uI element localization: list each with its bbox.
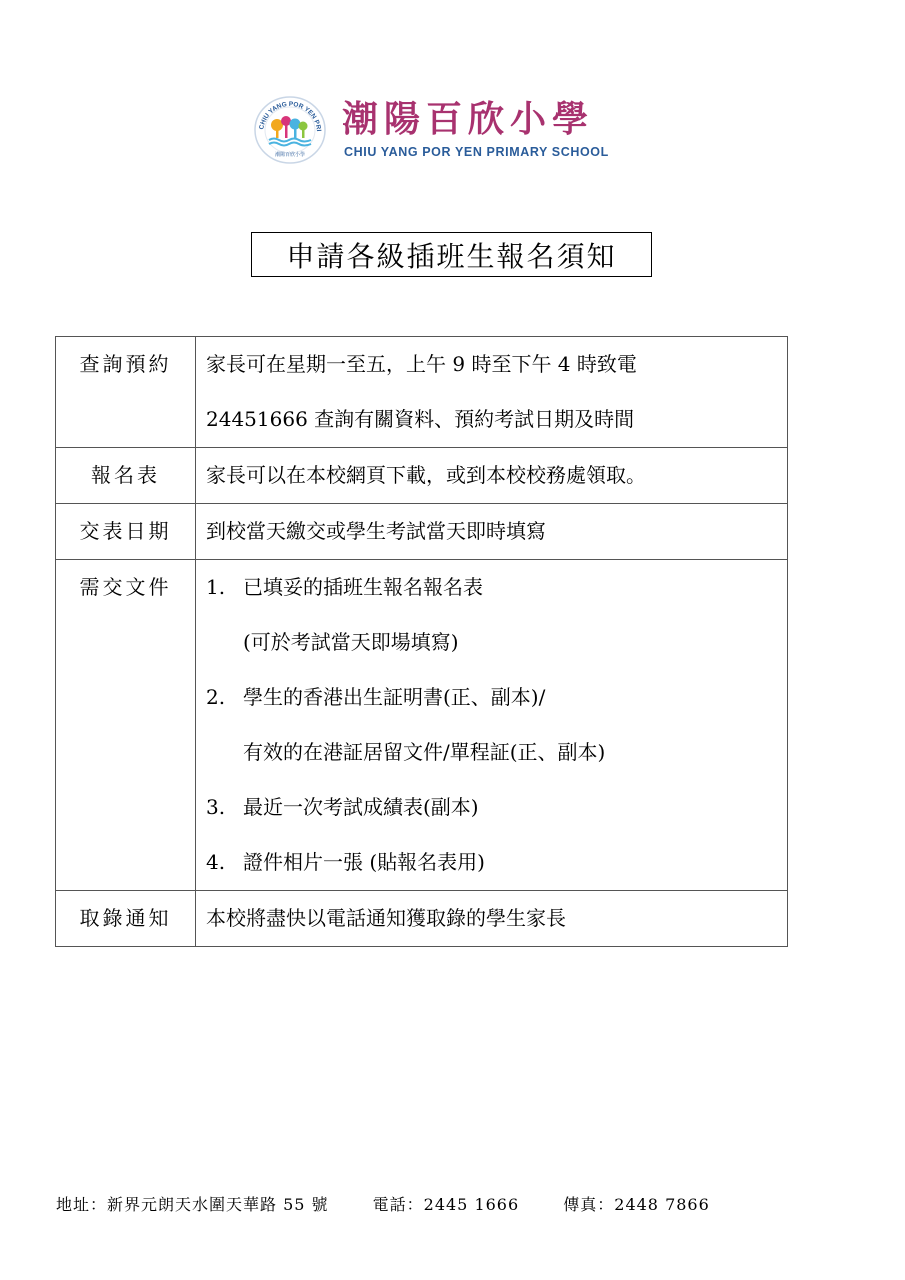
school-name-chinese: 潮陽百欣小學 (342, 99, 595, 140)
row-content-application-form (196, 448, 788, 504)
table-row (56, 448, 788, 504)
row-label-enquiry: 查詢預約 (56, 337, 196, 448)
row-label-documents: 需交文件 (56, 560, 196, 891)
table-row (56, 560, 788, 891)
content-line: 家長可在星期一至五，上午 9 時至下午 4 時致電 (206, 352, 637, 376)
logo-ring-text: CHIU YANG POR YEN PRI (258, 100, 322, 132)
school-logo (253, 95, 327, 165)
content-line: 本校將盡快以電話通知獲取錄的學生家長 (206, 906, 566, 930)
admission-info-table (55, 336, 788, 947)
table-row (56, 337, 788, 448)
content-line: 到校當天繳交或學生考試當天即時填寫 (206, 519, 546, 543)
list-item: 4. 證件相片一張 (貼報名表用) (206, 850, 485, 874)
list-item: 2. 學生的香港出生証明書(正、副本)/ (206, 685, 546, 709)
row-content-enquiry (196, 337, 788, 448)
list-item-note: (可於考試當天即場填寫) (243, 630, 459, 654)
row-label-application-form: 報名表 (56, 448, 196, 504)
list-item-note: 有效的在港証居留文件/單程証(正、副本) (243, 740, 606, 764)
footer-address: 地址：新界元朗天水圍天華路 55 號 (56, 1195, 329, 1214)
logo-bottom-text: 潮陽百欣小學 (274, 152, 306, 158)
row-content-submission-date (196, 504, 788, 560)
school-name-english: CHIU YANG POR YEN PRIMARY SCHOOL (344, 145, 609, 159)
content-line: 24451666 查詢有關資料、預約考試日期及時間 (206, 407, 635, 431)
page-title: 申請各級插班生報名須知 (286, 239, 617, 273)
page-title-box (251, 232, 652, 277)
row-label-submission-date: 交表日期 (56, 504, 196, 560)
footer-contact (56, 1192, 710, 1215)
table-row (56, 504, 788, 560)
footer-fax: 傳真：2448 7866 (563, 1195, 710, 1214)
footer-phone: 電話：2445 1666 (372, 1195, 520, 1214)
table-row (56, 891, 788, 947)
row-label-admission-notice: 取錄通知 (56, 891, 196, 947)
list-item: 3. 最近一次考試成績表(副本) (206, 795, 479, 819)
row-content-admission-notice (196, 891, 788, 947)
list-item: 1. 已填妥的插班生報名報名表 (206, 575, 483, 599)
content-line: 家長可以在本校網頁下載，或到本校校務處領取。 (206, 463, 646, 487)
row-content-documents (196, 560, 788, 891)
